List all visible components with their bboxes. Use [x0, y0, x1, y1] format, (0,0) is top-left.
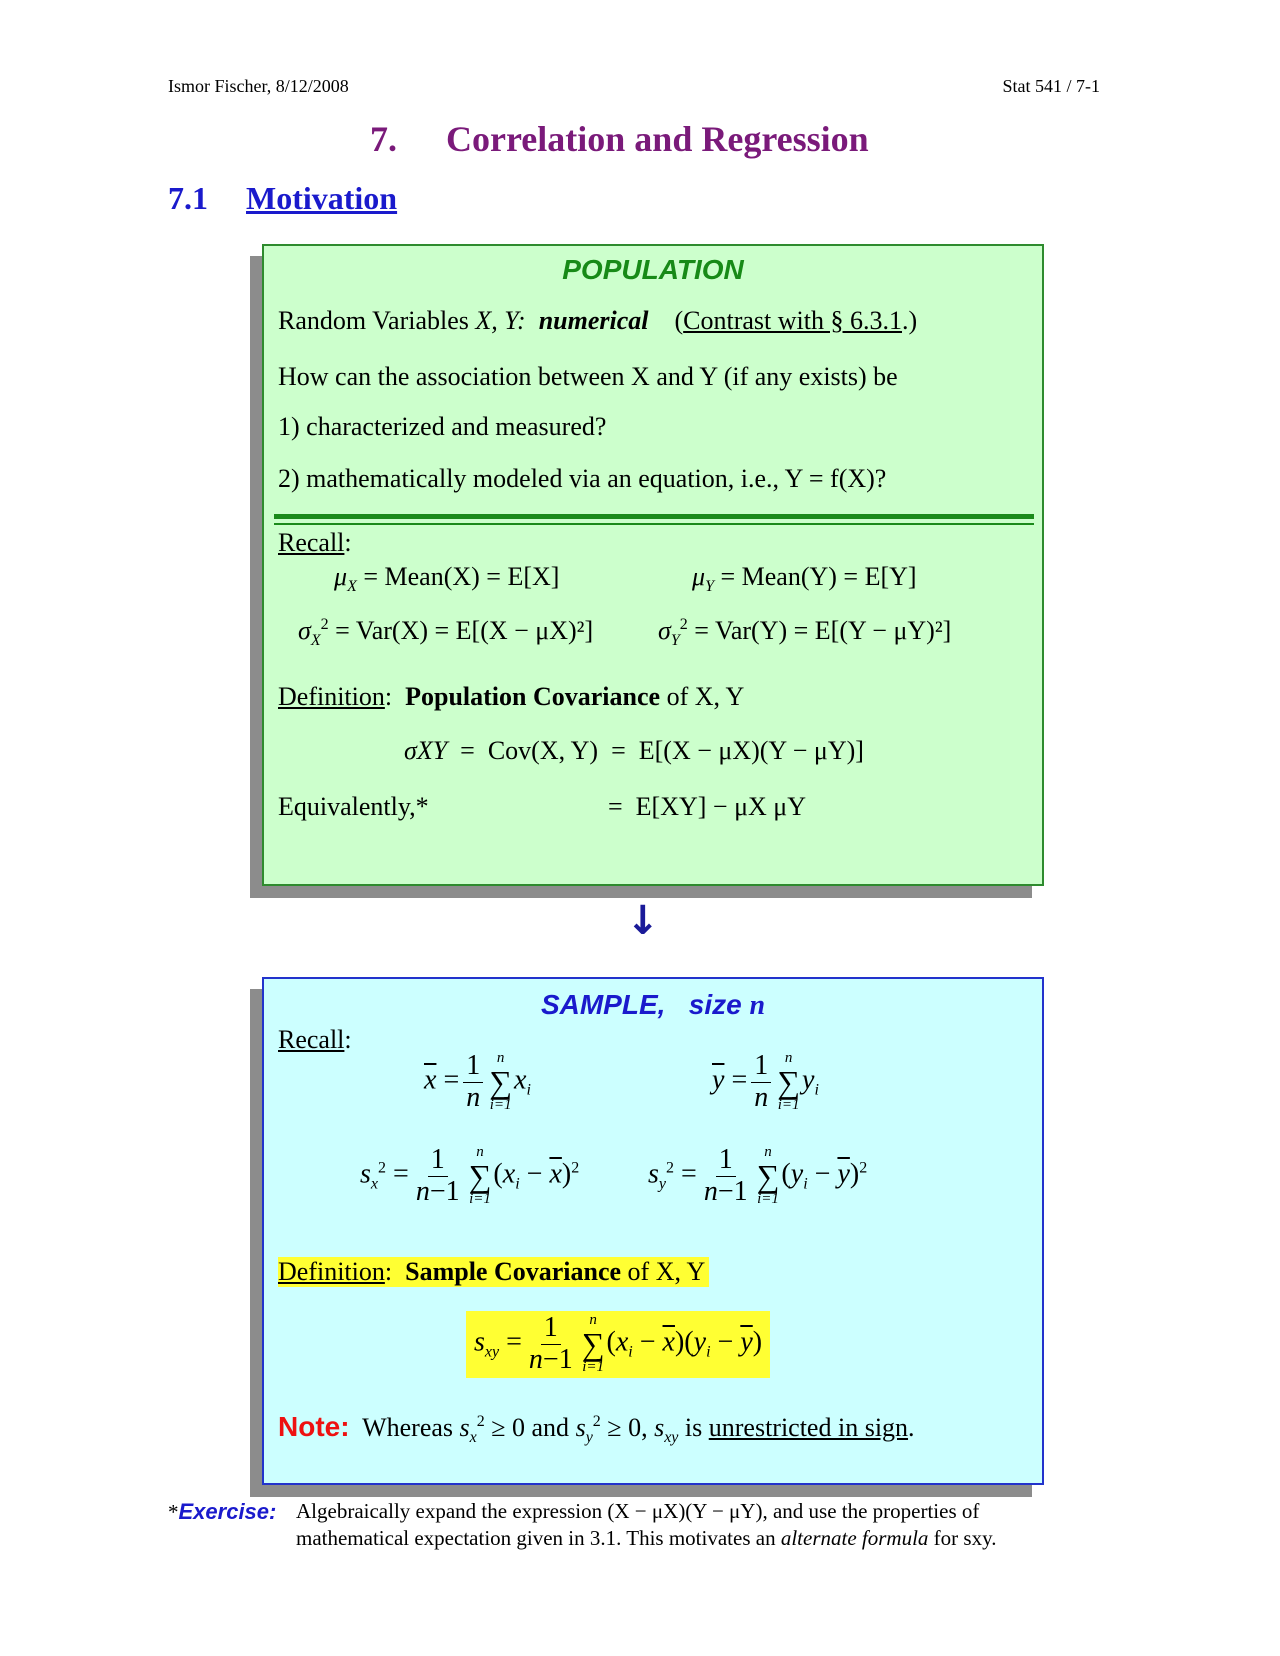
sample-mean-x-formula: $\overline{x}$ = $\frac{1}{n}$ n ∑ i=1 $x_i$	[424, 1050, 531, 1114]
population-item-1: 1) characterized and measured?	[278, 412, 607, 441]
header-author-date: Ismor Fischer, 8/12/2008	[168, 76, 349, 96]
population-line-association: How can the association between X and Y (if any exists) be	[278, 362, 898, 391]
divider-thick	[274, 514, 1034, 519]
population-line-random-variables: Random Variables X, Y: numerical (Contrast with § 6.3.1.)	[278, 306, 918, 335]
equivalently-formula: = E[XY] − μX μY	[608, 792, 807, 821]
note-text-b: ≥ 0,	[607, 1413, 648, 1442]
mu-y-rhs: Mean(Y) = E[Y]	[741, 562, 917, 591]
sample-mean-y-formula: $\overline{y}$ = $\frac{1}{n}$ n ∑ i=1 $y_i$	[712, 1050, 819, 1114]
cov-rhs: E[(X − μX)(Y − μY)]	[638, 736, 864, 765]
exercise-text	[296, 1498, 1066, 1552]
note-text-c: is	[684, 1413, 703, 1442]
exercise-label: Exercise:	[178, 1499, 277, 1524]
exercise-marker: *Exercise:	[168, 1499, 277, 1524]
note-text-a: Whereas	[362, 1413, 454, 1442]
note-label: Note:	[278, 1411, 350, 1442]
sample-heading-n: n	[749, 990, 766, 1021]
sample-heading-text: SAMPLE,	[540, 989, 666, 1020]
sample-variance-y-formula: $s_y^2$ = $\frac{1}{n-1}$ n ∑ i=1 $(y_i - \overline{y})^2$	[648, 1144, 868, 1208]
section-title-link[interactable]: Motivation	[246, 180, 398, 216]
var-y-rhs: Var(Y) = E[(Y − μY)²]	[714, 616, 952, 645]
sample-heading-size: size	[688, 989, 742, 1020]
sample-note: Note: Whereas $s_x^2 \ge 0$ and $s_y^2 \ge 0$, $s_{xy}$ is unrestricted in sign.	[278, 1411, 915, 1446]
mu-y-formula: $\mu_Y$ = Mean(Y) = E[Y]	[692, 562, 917, 595]
population-item-2: 2) mathematically modeled via an equation, i.e., Y = f(X)?	[278, 464, 887, 493]
population-recall: Recall:	[278, 528, 352, 557]
exercise-alternate-formula: alternate formula	[780, 1526, 929, 1550]
down-arrow-icon: ↓	[626, 898, 660, 944]
note-text-mid: ≥ 0 and	[491, 1413, 570, 1442]
sample-definition-of: of X, Y	[627, 1257, 706, 1286]
chapter-title	[370, 118, 869, 160]
covariance-formula: σXY = Cov(X, Y) = E[(X − μX)(Y − μY)]	[404, 736, 864, 765]
mu-x-rhs: Mean(X) = E[X]	[384, 562, 560, 591]
chapter-title-text: Correlation and Regression	[446, 119, 869, 159]
definition-title: Population Covariance	[405, 682, 661, 711]
mu-x-formula: $\mu_X$ = Mean(X) = E[X]	[334, 562, 560, 595]
section-number: 7.1	[168, 180, 208, 216]
divider-thin	[274, 523, 1034, 525]
cov-lhs: σXY	[404, 736, 448, 765]
sample-heading	[264, 989, 1042, 1022]
unrestricted-link[interactable]: unrestricted in sign	[708, 1413, 909, 1442]
exercise-line-2a: mathematical expectation given in 3.1. This motivates an	[296, 1526, 776, 1550]
rv-vars: X, Y:	[475, 306, 526, 335]
sample-recall-label: Recall	[278, 1025, 345, 1054]
exercise-line-2b: for sxy.	[933, 1526, 997, 1550]
sample-covariance-formula: $s_{xy}$ = $\frac{1}{n-1}$ n ∑ i=1 $(x_i - \overline{x})(y_i - \overline{y})$	[466, 1311, 770, 1378]
var-y-formula: $\sigma_Y^2 = Var(Y) = E[(Y - \mu Y)^2]$	[658, 616, 952, 649]
contrast-link[interactable]: Contrast with § 6.3.1	[683, 306, 902, 335]
population-definition: Definition: Population Covariance of X, Y	[278, 682, 745, 711]
rv-text: Random Variables	[278, 306, 476, 335]
sample-definition-label: Definition	[278, 1257, 385, 1286]
population-box	[262, 244, 1044, 886]
sample-variance-x-formula: $s_x^2$ = $\frac{1}{n-1}$ n ∑ i=1 $(x_i - \overline{x})^2$	[360, 1144, 580, 1208]
cov-mid: Cov(X, Y)	[487, 736, 599, 765]
equivalently-label: Equivalently,*	[278, 792, 429, 821]
exercise-line-2	[296, 1525, 1066, 1552]
rv-numerical: numerical	[538, 306, 649, 335]
sample-box	[262, 977, 1044, 1485]
section-heading	[168, 180, 397, 217]
definition-label: Definition	[278, 682, 385, 711]
population-heading: POPULATION	[562, 254, 744, 285]
recall-label: Recall	[278, 528, 345, 557]
var-x-rhs: Var(X) = E[(X − μX)²]	[355, 616, 594, 645]
definition-of: of X, Y	[666, 682, 745, 711]
sample-recall: Recall:	[278, 1025, 352, 1054]
sample-definition: Definition: Sample Covariance of X, Y	[278, 1257, 709, 1287]
var-x-formula: $\sigma_X^2 = Var(X) = E[(X - \mu X)^2]$	[298, 616, 594, 649]
equiv-rhs: E[XY] − μX μY	[635, 792, 807, 821]
chapter-number: 7.	[370, 119, 397, 159]
header-page-id: Stat 541 / 7-1	[1002, 76, 1100, 96]
sample-definition-title: Sample Covariance	[405, 1257, 622, 1286]
exercise-line-1: Algebraically expand the expression (X − μX)(Y − μY), and use the properties of	[296, 1499, 980, 1523]
